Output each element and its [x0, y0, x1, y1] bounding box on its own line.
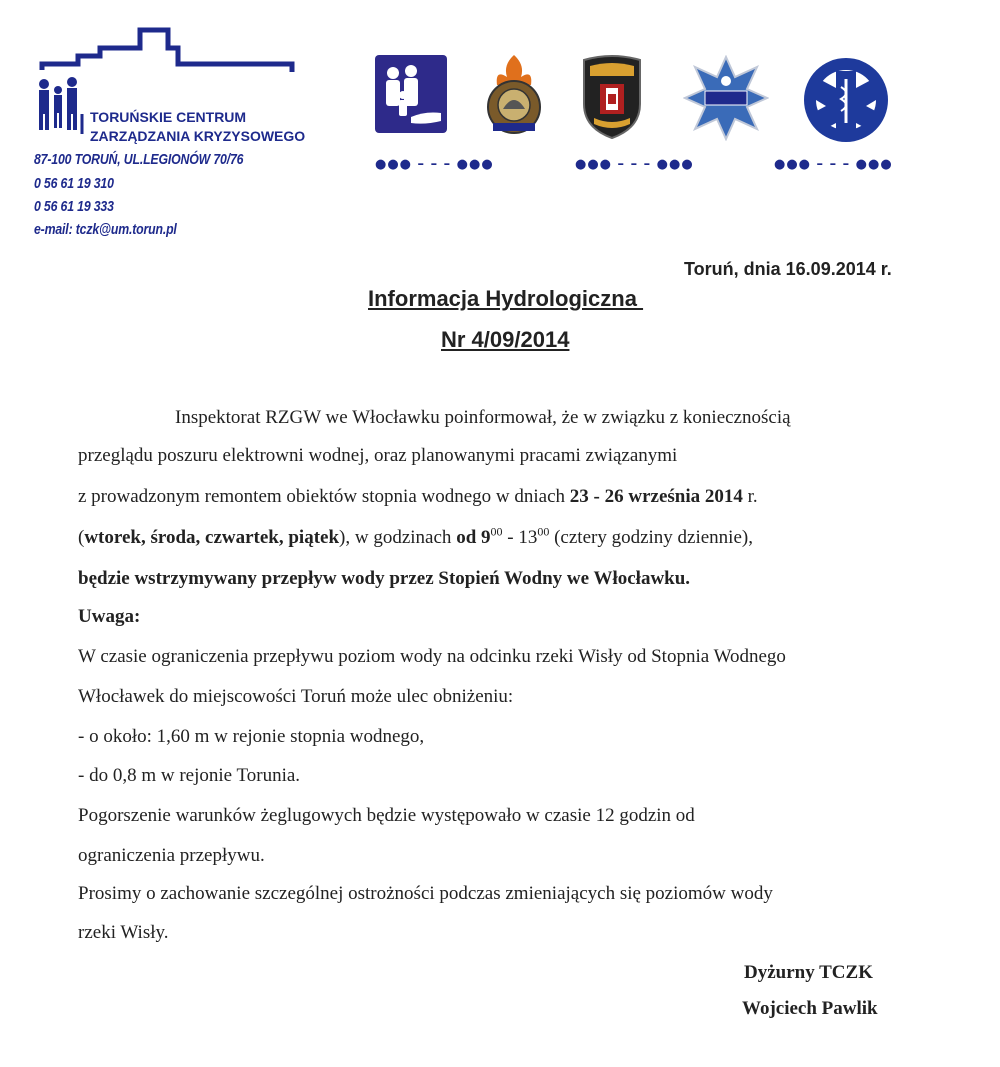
document-date: Toruń, dnia 16.09.2014 r.	[684, 259, 892, 279]
skyline-icon	[42, 30, 292, 72]
org-email: e-mail: tczk@um.torun.pl	[34, 221, 177, 238]
body-line-3: z prowadzonym remontem obiektów stopnia wodnego w dniach 23 - 26 września 2014 r.	[78, 486, 758, 507]
body-line-12: ograniczenia przepływu.	[78, 845, 265, 866]
body-line-13: Prosimy o zachowanie szczególnej ostrożności podczas zmieniających się poziomów wody	[78, 883, 773, 904]
body-line-7: W czasie ograniczenia przepływu poziom wody na odcinku rzeki Wisły od Stopnia Wodnego	[78, 646, 786, 667]
body-line-11: Pogorszenie warunków żeglugowych będzie występowało w czasie 12 godzin od	[78, 805, 695, 826]
municipal-guard-emblem-icon	[580, 54, 644, 140]
social-services-emblem-icon	[375, 55, 447, 135]
weekdays: wtorek, środa, czwartek, piątek	[84, 527, 340, 548]
fire-service-emblem-icon	[481, 55, 547, 139]
document-number: Nr 4/09/2014	[441, 327, 570, 352]
body-line-5: będzie wstrzymywany przepływ wody przez Stopień Wodny we Włocławku.	[78, 568, 691, 589]
org-name-line1: TORUŃSKIE CENTRUM	[90, 109, 247, 125]
body-line-14: rzeki Wisły.	[78, 922, 169, 943]
org-phone-2: 0 56 61 19 333	[34, 198, 114, 215]
document-title: Informacja Hydrologiczna	[368, 286, 644, 311]
org-address: 87-100 TORUŃ, UL.LEGIONÓW 70/76	[34, 151, 244, 168]
separator-3: ●●● – – – ●●●	[774, 157, 893, 172]
signature-name: Wojciech Pawlik	[742, 998, 878, 1019]
body-line-1: Inspektorat RZGW we Włocławku poinformował, że w związku z koniecznością	[175, 407, 791, 428]
body-line-8: Włocławek do miejscowości Toruń może ulec obniżeniu:	[78, 686, 514, 707]
body-line-2: przeglądu poszuru elektrowni wodnej, oraz planowanymi pracami związanymi	[78, 445, 678, 466]
body-line-4: (wtorek, środa, czwartek, piątek), w godzinach od $9^{00} - 13^{00}$ (cztery godziny dziennie),	[78, 524, 753, 548]
org-name-line2: ZARZĄDZANIA KRYZYSOWEGO	[90, 128, 306, 144]
signature-role: Dyżurny TCZK	[744, 962, 873, 983]
police-star-emblem-icon	[683, 55, 769, 141]
medical-rescue-emblem-icon	[803, 57, 889, 143]
body-line-10: - do 0,8 m w rejonie Torunia.	[78, 765, 301, 786]
date-range: 23 - 26 września 2014	[569, 486, 743, 507]
body-line-9: - o około: 1,60 m w rejonie stopnia wodnego,	[78, 726, 425, 747]
separator-2: ●●● – – – ●●●	[575, 157, 694, 172]
family-icon	[39, 77, 77, 130]
warning-heading: Uwaga:	[78, 606, 141, 627]
separator-1: ●●● – – – ●●●	[375, 157, 494, 172]
org-phone-1: 0 56 61 19 310	[34, 175, 114, 192]
